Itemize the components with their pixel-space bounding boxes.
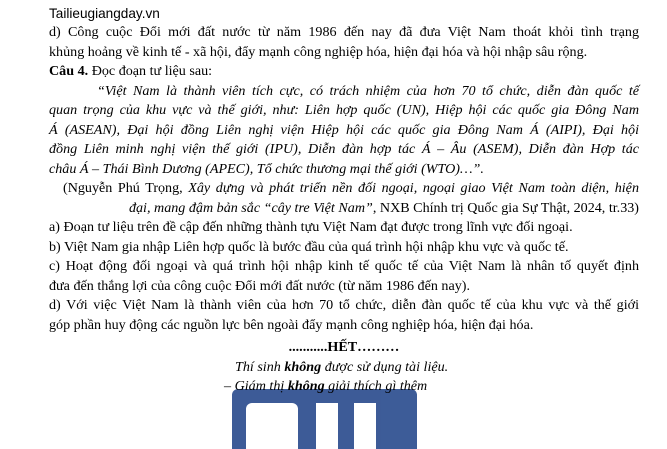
citation-line-2: [49, 199, 639, 219]
question-instruction: Đọc đoạn tư liệu sau:: [88, 63, 213, 79]
statement-d-line-2: góp phần huy động các nguồn lực bên ngoài đẩy mạnh công nghiệp hóa, hiện đại hóa.: [49, 316, 534, 333]
quote-line-3: Á (ASEAN), Đại hội đồng Liên nghị viện Hiệp hội các quốc gia Đông Nam Á (AIPI), Đại hội: [49, 121, 639, 138]
quote-line-1: “Việt Nam là thành viên tích cực, có trách nhiệm của hơn 70 tổ chức, diễn đàn quốc tế: [97, 82, 639, 99]
statement-c-line-2: đưa đến thắng lợi của công cuộc Đổi mới đất nước (từ năm 1986 đến nay).: [49, 277, 470, 294]
citation-author: (Nguyễn Phú Trọng,: [63, 180, 189, 196]
citation-line-1: [49, 179, 639, 199]
watermark-logo: [232, 389, 417, 449]
footer-note-1-emphasis: không: [284, 358, 322, 375]
footer-note-2: [49, 377, 639, 397]
statement-d-line-1: d) Với việc Việt Nam là thành viên của hơn 70 tổ chức, diễn đàn quốc tế của khu vực và thế giới: [49, 297, 639, 313]
footer-note-2-rest: giải thích gì thêm: [324, 378, 428, 394]
citation-title-part-2: đại, mang đậm bản sắc “cây tre Việt Nam”: [128, 199, 373, 216]
statement-b: b) Việt Nam gia nhập Liên hợp quốc là bước đầu của quá trình hội nhập khu vực và quốc tế.: [49, 238, 569, 255]
citation-publisher: , NXB Chính trị Quốc gia Sự Thật, 2024, tr.33): [372, 199, 639, 216]
quote-line-2: quan trọng của khu vực và thế giới, như: Liên hợp quốc (UN), Hiệp hội các quốc gia Đông Nam: [49, 102, 639, 118]
statement-c-line-1: c) Hoạt động đối ngoại và quá trình hội nhập kinh tế quốc tế của Việt Nam là nhân tố quyết định: [49, 258, 639, 274]
statement-a: a) Đoạn tư liệu trên đề cập đến những thành tựu Việt Nam đạt được trong lĩnh vực đối ngoại.: [49, 219, 573, 235]
footer-note-2-text: – Giám thị: [224, 378, 288, 394]
quote-line-5: châu Á – Thái Bình Dương (APEC), Tổ chức thương mại thế giới (WTO)…”.: [49, 160, 484, 177]
question-heading: [49, 62, 639, 82]
footer-note-1-rest: được sử dụng tài liệu.: [321, 358, 449, 375]
prev-statement-d-line-1: d) Công cuộc Đổi mới đất nước từ năm 1986 đến nay đã đưa Việt Nam thoát khỏi tình trạng: [49, 24, 639, 40]
citation-title-part-1: Xây dựng và phát triển nền đối ngoại, ngoại giao Việt Nam toàn diện, hiện: [188, 180, 639, 196]
end-marker: ...........HẾT………: [288, 339, 400, 355]
prev-statement-d-line-2: khủng hoảng về kinh tế - xã hội, đẩy mạnh công nghiệp hóa, hiện đại hóa và hội nhập sâu rộng.: [49, 43, 588, 60]
quote-line-4: đồng Liên minh nghị viện thế giới (IPU), Diễn đàn hợp tác Á – Âu (ASEM), Diễn đàn Hợp tác: [49, 141, 639, 157]
footer-note-2-emphasis: không: [287, 378, 325, 394]
footer-note-1: [49, 358, 639, 378]
footer-note-1-text: Thí sinh: [235, 358, 285, 375]
question-label: Câu 4.: [49, 63, 89, 79]
site-header: Tailieugiangday.vn: [49, 6, 160, 21]
document-page: [0, 4, 639, 397]
